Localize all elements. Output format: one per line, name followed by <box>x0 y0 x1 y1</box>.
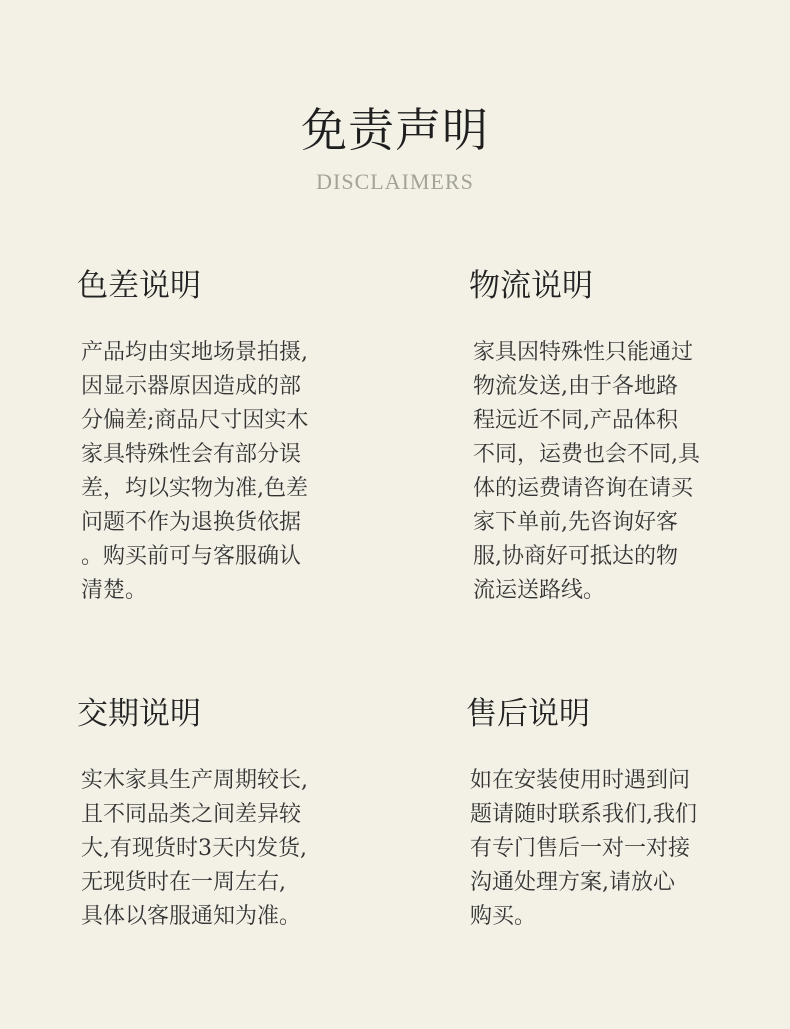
section-after-sales <box>466 694 697 929</box>
section-delivery-time <box>77 694 308 929</box>
section-heading: 售后说明 <box>466 696 590 732</box>
section-color-difference <box>77 266 309 603</box>
section-body: 如在安装使用时遇到问 题请随时联系我们,我们 有专门售后一对一对接 沟通处理方案,请放心 购买。 <box>470 768 697 929</box>
section-logistics <box>469 266 700 603</box>
section-body: 产品均由实地场景拍摄, 因显示器原因造成的部 分偏差;商品尺寸因实木 家具特殊性会有部分误 差，均以实物为准,色差 问题不作为退换货依据 。购买前可与客服确认 清楚。 <box>81 340 309 603</box>
section-body: 家具因特殊性只能通过 物流发送,由于各地路 程远近不同,产品体积 不同，运费也会不同,具 体的运费请咨询在请买 家下单前,先咨询好客 服,协商好可抵达的物 流运送路线。 <box>473 340 700 603</box>
page-title: 免责声明 <box>301 103 489 157</box>
section-body: 实木家具生产周期较长, 且不同品类之间差异较 大,有现货时3天内发货, 无现货时在一周左右, 具体以客服通知为准。 <box>81 768 308 929</box>
page-subtitle: DISCLAIMERS <box>316 169 474 194</box>
section-heading: 色差说明 <box>77 268 201 304</box>
section-heading: 物流说明 <box>469 268 593 304</box>
section-heading: 交期说明 <box>77 696 201 732</box>
